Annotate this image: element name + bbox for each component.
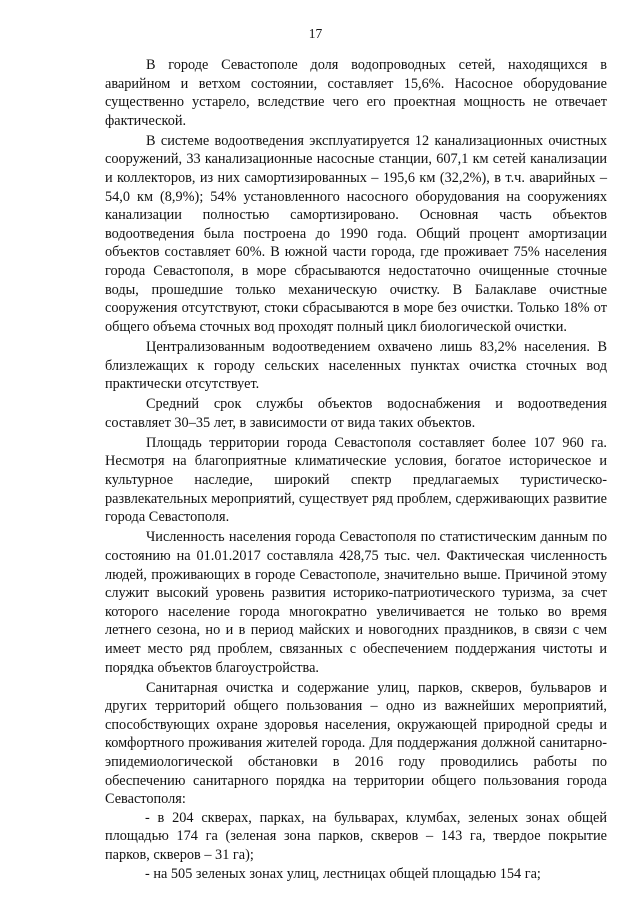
paragraph-sewerage-system: В системе водоотведения эксплуатируется 12 канализационных очистных сооружений, 33 канализационные насосные станции, 607,1 км сетей канализации и коллекторов, из них самортизированных – 195,6 км (32,2%), в т.ч. аварийных – 54,0 км (8,9%); 54% установленного насосного оборудования на сооружениях канализации полностью самортизировано. Основная часть объектов водоотведения была построена до 1990 года. Общий процент амортизации объектов составляет 60%. В южной части города, где проживает 75% населения города Севастополя, в море сбрасываются недостаточно очищенные сточные воды, прошедшие только механическую очистку. В Балаклаве очистные сооружения отсутствуют, стоки сбрасываются в море без очистки. Только 18% от общего объема сточных вод проходят полный цикл биологической очистки. [105, 132, 607, 335]
paragraph-population: Численность населения города Севастополя по статистическим данным по состоянию на 01.01.2017 составляла 428,75 тыс. чел. Фактическая численность людей, проживающих в городе Севастополе, значительно выше. Причиной этому служит высокий уровень развития историко-патриотического туризма, за счет которого население города многократно увеличивается не только во время летнего сезона, но и в период майских и новогодних праздников, в связи с чем имеет место ряд проблем, связанных с обеспечением поддержания чистоты и порядка объектов благоустройства. [105, 529, 607, 676]
paragraph-service-life: Средний срок службы объектов водоснабжения и водоотведения составляет 30–35 лет, в зависимости от вида таких объектов. [105, 396, 607, 431]
list-item: - в 204 скверах, парках, на бульварах, клумбах, зеленых зонах общей площадью 174 га (зеленая зона парков, скверов – 143 га, твердое покрытие парков, скверов – 31 га); [105, 809, 607, 863]
paragraph-sanitation: Санитарная очистка и содержание улиц, парков, скверов, бульваров и других территорий общего пользования – одно из важнейших мероприятий, способствующих охране здоровья населения, окружающей природной среды и комфортного проживания жителей города. Для поддержания должной санитарно-эпидемиологической обстановки в 2016 году проводились работы по обеспечению санитарного порядка на территории общего пользования города Севастополя: [105, 679, 607, 808]
list-item: - на 505 зеленых зонах улиц, лестницах общей площадью 154 га; [145, 865, 541, 882]
page-number: 17 [308, 26, 323, 41]
paragraph-sewerage-coverage: Централизованным водоотведением охвачено лишь 83,2% населения. В близлежащих к городу сельских населенных пунктах очистка сточных вод практически отсутствует. [105, 338, 607, 393]
document-body [105, 56, 607, 883]
paragraph-water-network: В городе Севастополе доля водопроводных сетей, находящихся в аварийном и ветхом состоянии, составляет 15,6%. Насосное оборудование существенно устарело, вследствие чего его проектная мощность не отвечает фактической. [105, 57, 607, 129]
paragraph-city-area: Площадь территории города Севастополя составляет более 107 960 га. Несмотря на благоприятные климатические условия, богатое историческое и культурное наследие, широкий спектр предлагаемых туристическо-развлекательных мероприятий, существует ряд проблем, сдерживающих развитие города Севастополя. [105, 434, 607, 526]
